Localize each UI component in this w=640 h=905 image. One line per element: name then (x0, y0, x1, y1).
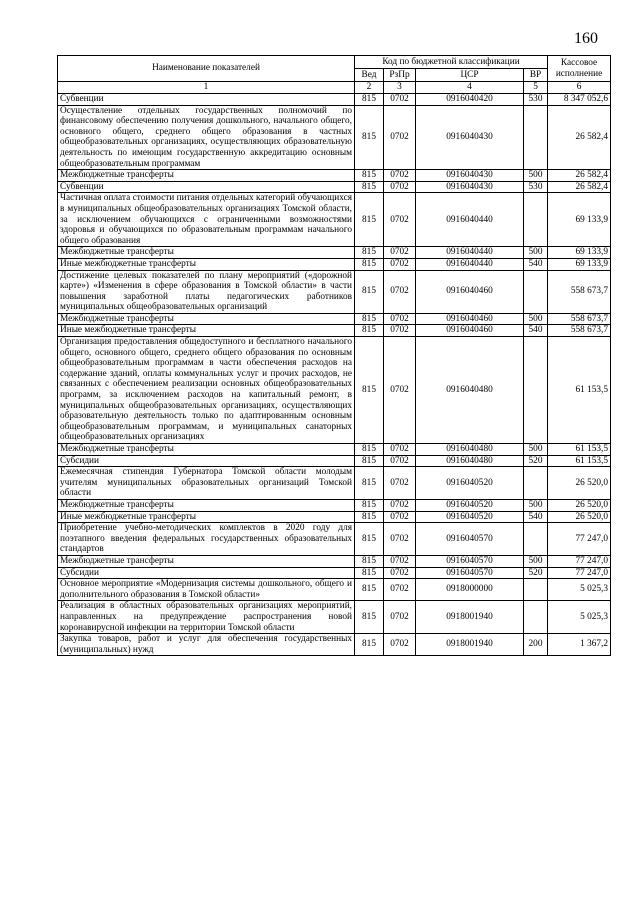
row-rzpr: 0702 (384, 270, 416, 313)
table-row (58, 94, 611, 106)
table-row (58, 181, 611, 193)
row-vr: 530 (524, 181, 548, 193)
row-csr: 0918000000 (416, 579, 524, 601)
row-csr: 0916040570 (416, 523, 524, 556)
row-name: Осуществление отдельных государственных полномочий по финансовому обеспечению получения дошкольного, начального общего, основного общего, среднего общего образования в частных общеобразовательных организациях, осуществляющих образовательную деятельность по имеющим государственную аккредитацию основным общеобразовательным программам (58, 105, 355, 170)
table-row (58, 170, 611, 182)
row-name: Организация предоставления общедоступного и бесплатного начального общего, основного общего, среднего общего образования по основным общеобразовательным программам в части обеспечения расходов на содержание зданий, оплаты коммунальных услуг и прочих расходов, не связанных с обеспечением реализации основных общеобразовательных программ, за исключением расходов на капитальный ремонт, в муниципальных общеобразовательных организациях, осуществляющих образовательную деятельность только по адаптированным основным общеобразовательным программам, и муниципальных санаторных общеобразовательных организациях (58, 337, 355, 444)
row-vr (524, 601, 548, 634)
row-ved: 815 (355, 313, 384, 325)
row-ved: 815 (355, 270, 384, 313)
table-row (58, 634, 611, 656)
row-vr: 500 (524, 444, 548, 456)
header-vr: ВР (524, 69, 548, 82)
row-ved: 815 (355, 499, 384, 511)
row-amount: 558 673,7 (548, 313, 611, 325)
table-row (58, 555, 611, 567)
row-amount: 26 520,0 (548, 467, 611, 500)
header-ved: Вед (355, 69, 384, 82)
row-amount: 8 347 052,6 (548, 94, 611, 106)
row-rzpr: 0702 (384, 247, 416, 259)
row-name: Основное мероприятие «Модернизация системы дошкольного, общего и дополнительного образования в Томской области» (58, 579, 355, 601)
row-rzpr: 0702 (384, 258, 416, 270)
row-ved: 815 (355, 325, 384, 337)
row-rzpr: 0702 (384, 499, 416, 511)
row-ved: 815 (355, 193, 384, 247)
row-ved: 815 (355, 247, 384, 259)
row-amount: 26 520,0 (548, 499, 611, 511)
table-row (58, 270, 611, 313)
col-number: 6 (548, 82, 611, 94)
row-ved: 815 (355, 170, 384, 182)
table-row (58, 105, 611, 170)
row-amount: 26 582,4 (548, 181, 611, 193)
row-csr: 0916040520 (416, 511, 524, 523)
header-rzpr: РзПр (384, 69, 416, 82)
row-rzpr: 0702 (384, 94, 416, 106)
row-ved: 815 (355, 455, 384, 467)
row-vr: 500 (524, 499, 548, 511)
row-amount: 558 673,7 (548, 325, 611, 337)
row-csr: 0916040570 (416, 567, 524, 579)
row-name: Закупка товаров, работ и услуг для обеспечения государственных (муниципальных) нужд (58, 634, 355, 656)
row-ved: 815 (355, 567, 384, 579)
table-row (58, 567, 611, 579)
row-csr: 0916040460 (416, 313, 524, 325)
table-row (58, 444, 611, 456)
row-ved: 815 (355, 258, 384, 270)
header-name-col: Наименование показателей (58, 56, 355, 82)
row-vr: 500 (524, 555, 548, 567)
row-vr: 540 (524, 258, 548, 270)
row-amount: 69 133,9 (548, 247, 611, 259)
row-amount: 69 133,9 (548, 193, 611, 247)
row-rzpr: 0702 (384, 634, 416, 656)
row-vr (524, 193, 548, 247)
row-ved: 815 (355, 601, 384, 634)
row-name: Иные межбюджетные трансферты (58, 258, 355, 270)
budget-execution-table (57, 55, 611, 656)
row-csr: 0916040420 (416, 94, 524, 106)
row-ved: 815 (355, 511, 384, 523)
row-vr (524, 337, 548, 444)
row-amount: 61 153,5 (548, 337, 611, 444)
row-csr: 0918001940 (416, 634, 524, 656)
row-ved: 815 (355, 555, 384, 567)
row-csr: 0916040440 (416, 247, 524, 259)
row-rzpr: 0702 (384, 601, 416, 634)
row-rzpr: 0702 (384, 555, 416, 567)
row-amount: 5 025,3 (548, 601, 611, 634)
row-vr: 200 (524, 634, 548, 656)
row-amount: 26 582,4 (548, 105, 611, 170)
table-row (58, 579, 611, 601)
row-amount: 1 367,2 (548, 634, 611, 656)
row-vr: 500 (524, 313, 548, 325)
row-name: Иные межбюджетные трансферты (58, 511, 355, 523)
row-ved: 815 (355, 523, 384, 556)
table-row (58, 601, 611, 634)
row-csr: 0916040440 (416, 193, 524, 247)
header-csr: ЦСР (416, 69, 524, 82)
page-number: 160 (574, 30, 598, 47)
row-amount: 69 133,9 (548, 258, 611, 270)
row-name: Субвенции (58, 181, 355, 193)
row-vr (524, 270, 548, 313)
row-ved: 815 (355, 444, 384, 456)
row-vr: 530 (524, 94, 548, 106)
row-name: Межбюджетные трансферты (58, 555, 355, 567)
row-csr: 0916040430 (416, 105, 524, 170)
row-vr: 500 (524, 170, 548, 182)
row-vr (524, 523, 548, 556)
table-row (58, 523, 611, 556)
row-csr: 0916040430 (416, 170, 524, 182)
header-code-group: Код по бюджетной классификации (355, 56, 548, 69)
row-csr: 0916040460 (416, 325, 524, 337)
row-csr: 0916040520 (416, 467, 524, 500)
row-name: Ежемесячная стипендия Губернатора Томской области молодым учителям муниципальных образовательных организаций Томской области (58, 467, 355, 500)
col-number: 2 (355, 82, 384, 94)
row-amount: 61 153,5 (548, 455, 611, 467)
row-name: Межбюджетные трансферты (58, 247, 355, 259)
row-vr: 540 (524, 511, 548, 523)
row-amount: 558 673,7 (548, 270, 611, 313)
row-rzpr: 0702 (384, 337, 416, 444)
row-amount: 77 247,0 (548, 555, 611, 567)
table-row (58, 325, 611, 337)
row-csr: 0918001940 (416, 601, 524, 634)
table-row (58, 247, 611, 259)
row-rzpr: 0702 (384, 170, 416, 182)
table-row (58, 193, 611, 247)
row-name: Достижение целевых показателей по плану мероприятий («дорожной карте») «Изменения в сфере образования в Томской области» в части повышения заработной платы педагогических работников муниципальных общеобразовательных организаций (58, 270, 355, 313)
table-body (58, 94, 611, 656)
row-csr: 0916040440 (416, 258, 524, 270)
row-rzpr: 0702 (384, 105, 416, 170)
col-number: 4 (416, 82, 524, 94)
row-vr: 540 (524, 325, 548, 337)
row-amount: 26 520,0 (548, 511, 611, 523)
table-row (58, 313, 611, 325)
row-name: Субвенции (58, 94, 355, 106)
row-rzpr: 0702 (384, 511, 416, 523)
table-row (58, 467, 611, 500)
row-rzpr: 0702 (384, 467, 416, 500)
row-name: Приобретение учебно-методических комплектов в 2020 году для поэтапного введения федеральных государственных образовательных стандартов (58, 523, 355, 556)
row-vr: 520 (524, 567, 548, 579)
row-rzpr: 0702 (384, 567, 416, 579)
row-rzpr: 0702 (384, 455, 416, 467)
row-rzpr: 0702 (384, 325, 416, 337)
row-name: Межбюджетные трансферты (58, 444, 355, 456)
row-csr: 0916040480 (416, 337, 524, 444)
row-amount: 26 582,4 (548, 170, 611, 182)
row-amount: 5 025,3 (548, 579, 611, 601)
row-ved: 815 (355, 94, 384, 106)
row-vr: 520 (524, 455, 548, 467)
row-ved: 815 (355, 634, 384, 656)
row-name: Реализация в областных образовательных организациях мероприятий, направленных на предупреждение распространения новой коронавирусной инфекции на территории Томской области (58, 601, 355, 634)
row-csr: 0916040520 (416, 499, 524, 511)
row-rzpr: 0702 (384, 313, 416, 325)
row-amount: 77 247,0 (548, 523, 611, 556)
table-row (58, 511, 611, 523)
row-ved: 815 (355, 579, 384, 601)
row-vr (524, 579, 548, 601)
row-ved: 815 (355, 105, 384, 170)
row-vr (524, 105, 548, 170)
table-row (58, 337, 611, 444)
row-name: Субсидии (58, 455, 355, 467)
row-ved: 815 (355, 337, 384, 444)
col-number: 5 (524, 82, 548, 94)
row-csr: 0916040430 (416, 181, 524, 193)
row-csr: 0916040480 (416, 455, 524, 467)
row-name: Субсидии (58, 567, 355, 579)
row-ved: 815 (355, 181, 384, 193)
row-rzpr: 0702 (384, 193, 416, 247)
row-amount: 77 247,0 (548, 567, 611, 579)
row-rzpr: 0702 (384, 579, 416, 601)
row-csr: 0916040480 (416, 444, 524, 456)
table-row (58, 499, 611, 511)
row-rzpr: 0702 (384, 181, 416, 193)
row-name: Межбюджетные трансферты (58, 170, 355, 182)
col-number: 1 (58, 82, 355, 94)
row-name: Частичная оплата стоимости питания отдельных категорий обучающихся в муниципальных общеобразовательных организациях Томской области, за исключением обучающихся с ограниченными возможностями здоровья и обучающихся по образовательным программам начального общего образования (58, 193, 355, 247)
row-ved: 815 (355, 467, 384, 500)
row-name: Иные межбюджетные трансферты (58, 325, 355, 337)
row-rzpr: 0702 (384, 523, 416, 556)
header-exec-col: Кассовое исполнение (548, 56, 611, 82)
row-amount: 61 153,5 (548, 444, 611, 456)
row-vr (524, 467, 548, 500)
row-rzpr: 0702 (384, 444, 416, 456)
row-csr: 0916040460 (416, 270, 524, 313)
row-name: Межбюджетные трансферты (58, 313, 355, 325)
table-row (58, 258, 611, 270)
row-vr: 500 (524, 247, 548, 259)
col-number: 3 (384, 82, 416, 94)
table-row (58, 455, 611, 467)
row-csr: 0916040570 (416, 555, 524, 567)
row-name: Межбюджетные трансферты (58, 499, 355, 511)
